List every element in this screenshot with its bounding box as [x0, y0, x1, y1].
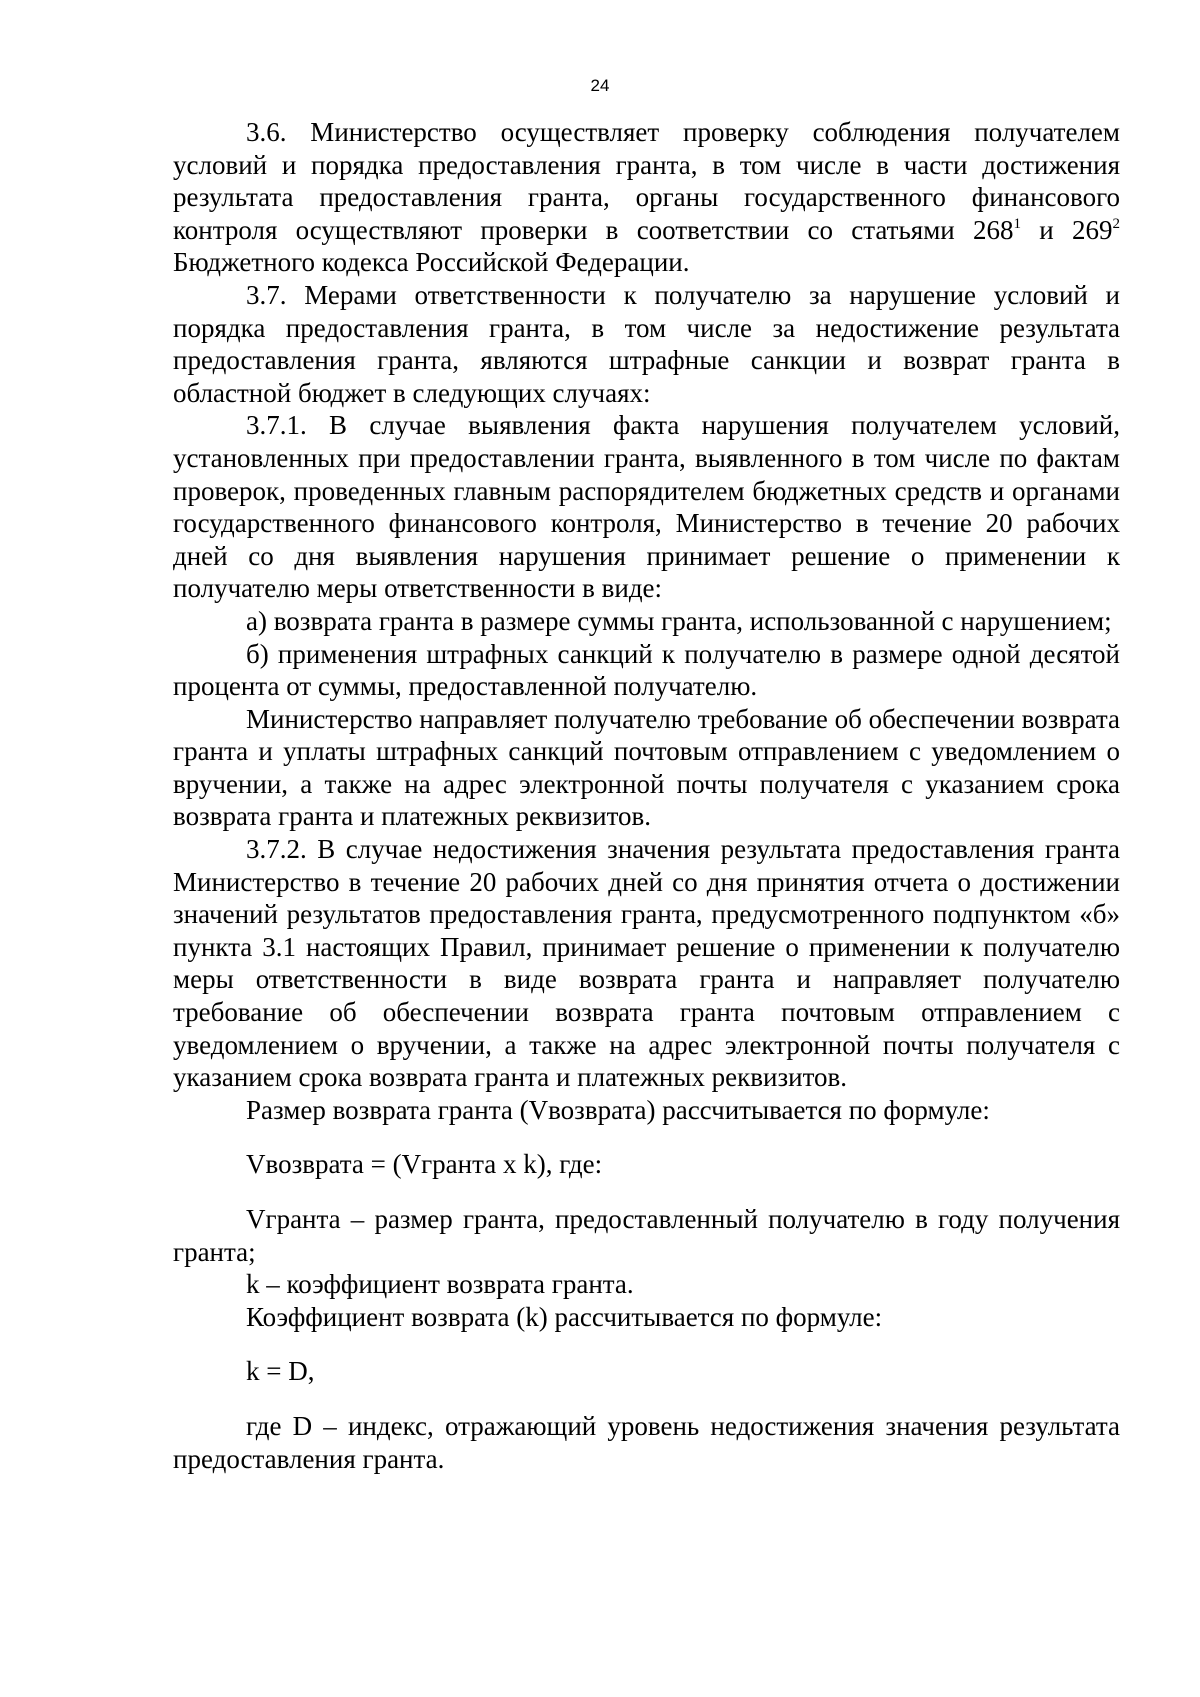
- ministry-notice-paragraph: Министерство направляет получателю требование об обеспечении возврата гранта и уплаты штрафных санкций почтовым отправлением с уведомлением о вручении, а также на адрес электронной почты получателя с указанием срока возврата гранта и платежных реквизитов.: [173, 703, 1120, 832]
- paragraph-3-6: [173, 116, 1120, 279]
- definition-k: k – коэффициент возврата гранта.: [246, 1269, 634, 1300]
- spacer: [173, 1126, 1120, 1148]
- list-item-a: а) возврата гранта в размере суммы гранта, использованной с нарушением;: [246, 605, 1112, 636]
- paragraph-3-7-2: 3.7.2. В случае недостижения значения результата предоставления гранта Министерство в течение 20 рабочих дней со дня принятия отчета о достижении значений результатов предоставления гранта, предусмотренного подпунктом «б» пункта 3.1 настоящих Правил, принимает решение о применении к получателю меры ответственности в виде возврата гранта и направляет получателю требование об обеспечении возврата гранта почтовым отправлением с уведомлением о вручении, а также на адрес электронной почты получателя с указанием срока возврата гранта и платежных реквизитов.: [173, 834, 1120, 1093]
- superscript-1: 1: [1013, 215, 1022, 232]
- superscript-2: 2: [1112, 215, 1120, 232]
- paragraph-3-6-mid: и 269: [1021, 214, 1113, 245]
- formula-return: Vвозврата = (Vгранта x k), где:: [246, 1149, 603, 1180]
- spacer: [173, 1388, 1120, 1410]
- spacer: [173, 1181, 1120, 1203]
- definition-d: где D – индекс, отражающий уровень недостижения значения результата предоставления гранта.: [173, 1410, 1120, 1474]
- paragraph-3-7: 3.7. Мерами ответственности к получателю за нарушение условий и порядка предоставления гранта, в том числе за недостижение результата предоставления гранта, являются штрафные санкции и возврат гранта в областной бюджет в следующих случаях:: [173, 279, 1120, 408]
- paragraph-3-7-1: 3.7.1. В случае выявления факта нарушения получателем условий, установленных при предоставлении гранта, выявленного в том числе по фактам проверок, проведенных главным распорядителем бюджетных средств и органами государственного финансового контроля, Министерство в течение 20 рабочих дней со дня выявления нарушения принимает решение о применении к получателю меры ответственности в виде:: [173, 410, 1120, 604]
- paragraph-3-6-tail: Бюджетного кодекса Российской Федерации.: [173, 247, 690, 278]
- list-item-b: б) применения штрафных санкций к получателю в размере одной десятой процента от суммы, предоставленной получателю.: [173, 638, 1120, 702]
- document-body: [173, 116, 1120, 1475]
- coefficient-intro: Коэффициент возврата (k) рассчитывается по формуле:: [246, 1301, 883, 1332]
- formula-k: k = D,: [246, 1356, 315, 1387]
- page-number: 24: [590, 76, 610, 95]
- paragraph-3-6-text: 3.6. Министерство осуществляет проверку соблюдения получателем условий и порядка предоставления гранта, в том числе в части достижения результата предоставления гранта, органы государственного финансового контроля осуществляют проверки в соответствии со статьями 268: [173, 117, 1120, 245]
- definition-vgranta: Vгранта – размер гранта, предоставленный получателю в году получения гранта;: [173, 1204, 1120, 1267]
- return-size-intro: Размер возврата гранта (Vвозврата) рассчитывается по формуле:: [246, 1094, 990, 1125]
- spacer: [173, 1333, 1120, 1355]
